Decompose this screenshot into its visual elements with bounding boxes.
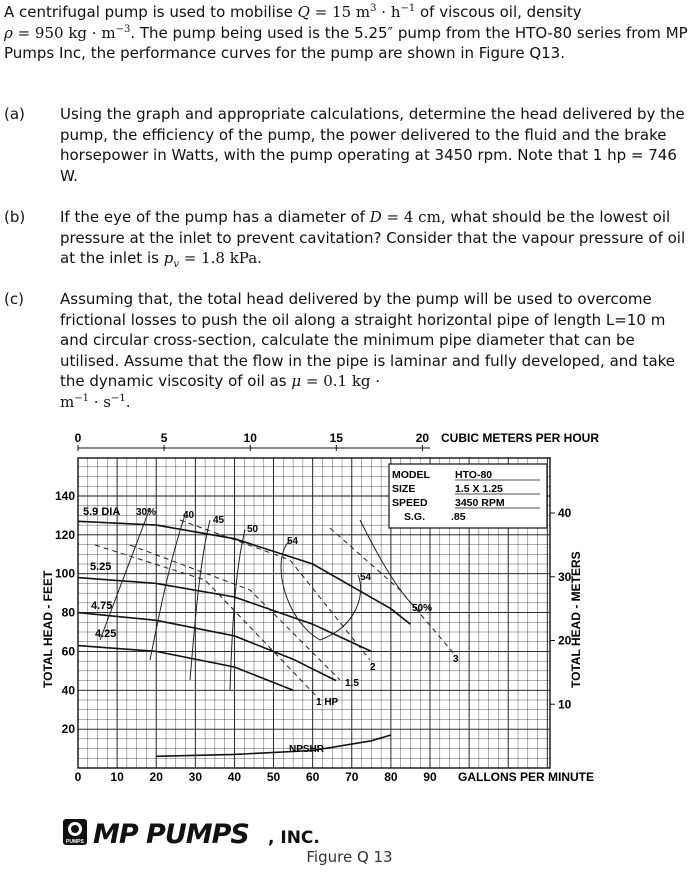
npshr-label: NPSHR xyxy=(289,744,325,755)
left-tick-label: 80 xyxy=(61,605,75,620)
bottom-tick-label: 10 xyxy=(110,770,124,784)
eff-label-40: 40 xyxy=(183,510,195,521)
vapour-pressure-sub: v xyxy=(173,259,179,271)
vapour-pressure-value: = 1.8 kPa xyxy=(178,249,258,268)
vapour-pressure-symbol: p xyxy=(163,249,174,268)
density-symbol: ρ xyxy=(4,23,13,42)
top-axis xyxy=(75,431,430,451)
impeller-label-4-75: 4.75 xyxy=(91,600,113,612)
left-axis-ticks xyxy=(55,489,75,736)
right-tick-label: 20 xyxy=(558,633,572,648)
bottom-axis-ticks xyxy=(75,770,437,784)
info-speed-key: SPEED xyxy=(392,497,428,509)
impeller-label-5-9: 5.9 DIA xyxy=(83,506,121,518)
part-b-text-2: , what should be the lowest oil pressure at the inlet to prevent cavitation? Consider that the vapour pressure of oil at the inlet is xyxy=(60,208,686,268)
impeller-label-5-25: 5.25 xyxy=(90,561,112,573)
part-b-text-3: . xyxy=(257,249,262,268)
part-c-text-1: Assuming that, the total head delivered by the pump will be used to overcome frictional losses to push the oil along a straight horizontal pipe of length L=10 m and circular cross-section, calculate the minimum pipe diameter that can be utilised. Assume that the flow in the pipe is laminar and fully developed, and take the dynamic viscosity of oil as xyxy=(60,290,676,391)
left-tick-label: 120 xyxy=(54,527,75,542)
right-axis-label: TOTAL HEAD - METERS xyxy=(569,551,583,688)
hp-label-2: 2 xyxy=(370,662,376,673)
logo-text: MP PUMPS xyxy=(93,819,249,850)
density-exp: −3 xyxy=(115,23,131,35)
left-tick-label: 40 xyxy=(61,683,75,698)
info-size-key: SIZE xyxy=(392,483,416,495)
part-a-label: (a) xyxy=(4,105,25,123)
bottom-tick-label: 90 xyxy=(423,770,437,784)
hp-label-3: 3 xyxy=(453,654,459,665)
bottom-tick-label: 0 xyxy=(74,770,82,784)
hp-line-1 xyxy=(95,545,320,700)
part-c-text-2: . xyxy=(125,392,131,411)
part-c-label: (c) xyxy=(4,290,24,308)
pump-performance-chart xyxy=(0,420,691,880)
hp-line-2 xyxy=(180,520,370,660)
info-speed-value: 3450 RPM xyxy=(455,497,505,509)
eff-label-54: 54 xyxy=(287,536,299,547)
top-axis-label: CUBIC METERS PER HOUR xyxy=(441,431,600,445)
top-tick-label: 0 xyxy=(74,431,82,445)
top-tick-label: 5 xyxy=(160,431,168,445)
viscosity-unit: m xyxy=(60,392,75,411)
info-sg-value: .85 xyxy=(451,511,466,523)
eff-label-30: 30% xyxy=(136,507,157,518)
flow-rate-exp: 3 xyxy=(370,3,377,14)
left-tick-label: 20 xyxy=(61,722,75,737)
bottom-tick-label: 20 xyxy=(149,770,163,784)
mp-pumps-logo xyxy=(63,819,320,850)
part-b-text xyxy=(60,207,688,276)
info-model-key: MODEL xyxy=(392,469,430,481)
viscosity-value: = 0.1 kg · xyxy=(301,372,381,391)
right-tick-label: 40 xyxy=(558,506,572,521)
diameter-value: = 4 cm xyxy=(381,208,441,226)
intro-text-3: . The pump being used is the 5.25″ pump from the HTO-80 series from MP Pumps Inc, the performance curves for the pump are shown in Figure Q13. xyxy=(4,23,688,63)
hp-label-1-5: 1.5 xyxy=(345,678,359,689)
logo-suffix: , INC. xyxy=(268,828,320,848)
bottom-axis-label: GALLONS PER MINUTE xyxy=(458,770,595,784)
intro-text-2: of viscous oil, density xyxy=(415,3,582,21)
eff-label-50-right: 50% xyxy=(412,603,433,614)
left-tick-label: 60 xyxy=(61,644,75,659)
hp-line-3 xyxy=(330,528,455,655)
horsepower-lines xyxy=(95,520,455,700)
bottom-tick-label: 70 xyxy=(345,770,359,784)
bottom-tick-label: 30 xyxy=(188,770,203,784)
top-tick-label: 20 xyxy=(415,431,430,445)
eff-label-54-right: 54 xyxy=(360,572,372,583)
part-c-text xyxy=(60,289,688,413)
hp-label-1: 1 HP xyxy=(316,697,339,708)
question-intro xyxy=(4,2,688,64)
eff-label-45: 45 xyxy=(213,515,225,526)
part-b-text-1: If the eye of the pump has a diameter of xyxy=(60,208,370,226)
viscosity-exp2: −1 xyxy=(111,392,126,404)
left-tick-label: 100 xyxy=(54,566,75,581)
flow-rate-symbol: Q xyxy=(297,3,310,21)
flow-rate-value: = 15 m xyxy=(309,3,371,21)
viscosity-symbol: μ xyxy=(291,372,302,391)
impeller-label-4-25: 4.25 xyxy=(95,628,117,640)
logo-badge-text: PUMPS xyxy=(66,839,84,845)
figure-caption: Figure Q 13 xyxy=(306,848,393,866)
viscosity-unit-2: · s xyxy=(88,392,111,411)
part-a-text: Using the graph and appropriate calculations, determine the head delivered by the pump, the efficiency of the pump, the power delivered to the fluid and the brake horsepower in Watts, with the pump operating at 3450 rpm. Note that 1 hp = 746 W. xyxy=(60,105,685,185)
left-axis-label: TOTAL HEAD - FEET xyxy=(41,570,55,688)
eff-45 xyxy=(190,520,210,680)
eff-50-right xyxy=(360,520,420,612)
left-tick-label: 140 xyxy=(54,489,75,503)
pump-info-box xyxy=(389,464,547,528)
info-sg-key: S.G. xyxy=(404,511,426,523)
info-size-value: 1.5 X 1.25 xyxy=(455,483,503,495)
flow-rate-unit: · h xyxy=(376,3,401,21)
intro-text: A centrifugal pump is used to mobilise xyxy=(4,3,298,21)
diameter-symbol: D xyxy=(369,208,382,226)
right-tick-label: 10 xyxy=(558,697,572,712)
bottom-tick-label: 40 xyxy=(227,770,242,784)
top-tick-label: 15 xyxy=(329,431,343,445)
bottom-tick-label: 80 xyxy=(384,770,398,784)
density-value: = 950 kg · m xyxy=(12,23,116,42)
part-b-label: (b) xyxy=(4,208,26,226)
info-model-value: HTO-80 xyxy=(455,469,493,481)
eff-label-50: 50 xyxy=(247,524,259,535)
bottom-tick-label: 60 xyxy=(305,770,320,784)
top-tick-label: 10 xyxy=(243,431,257,445)
flow-rate-exp2: −1 xyxy=(400,3,416,14)
right-tick-label: 30 xyxy=(558,569,572,584)
viscosity-exp1: −1 xyxy=(74,392,89,404)
bottom-tick-label: 50 xyxy=(266,770,281,784)
